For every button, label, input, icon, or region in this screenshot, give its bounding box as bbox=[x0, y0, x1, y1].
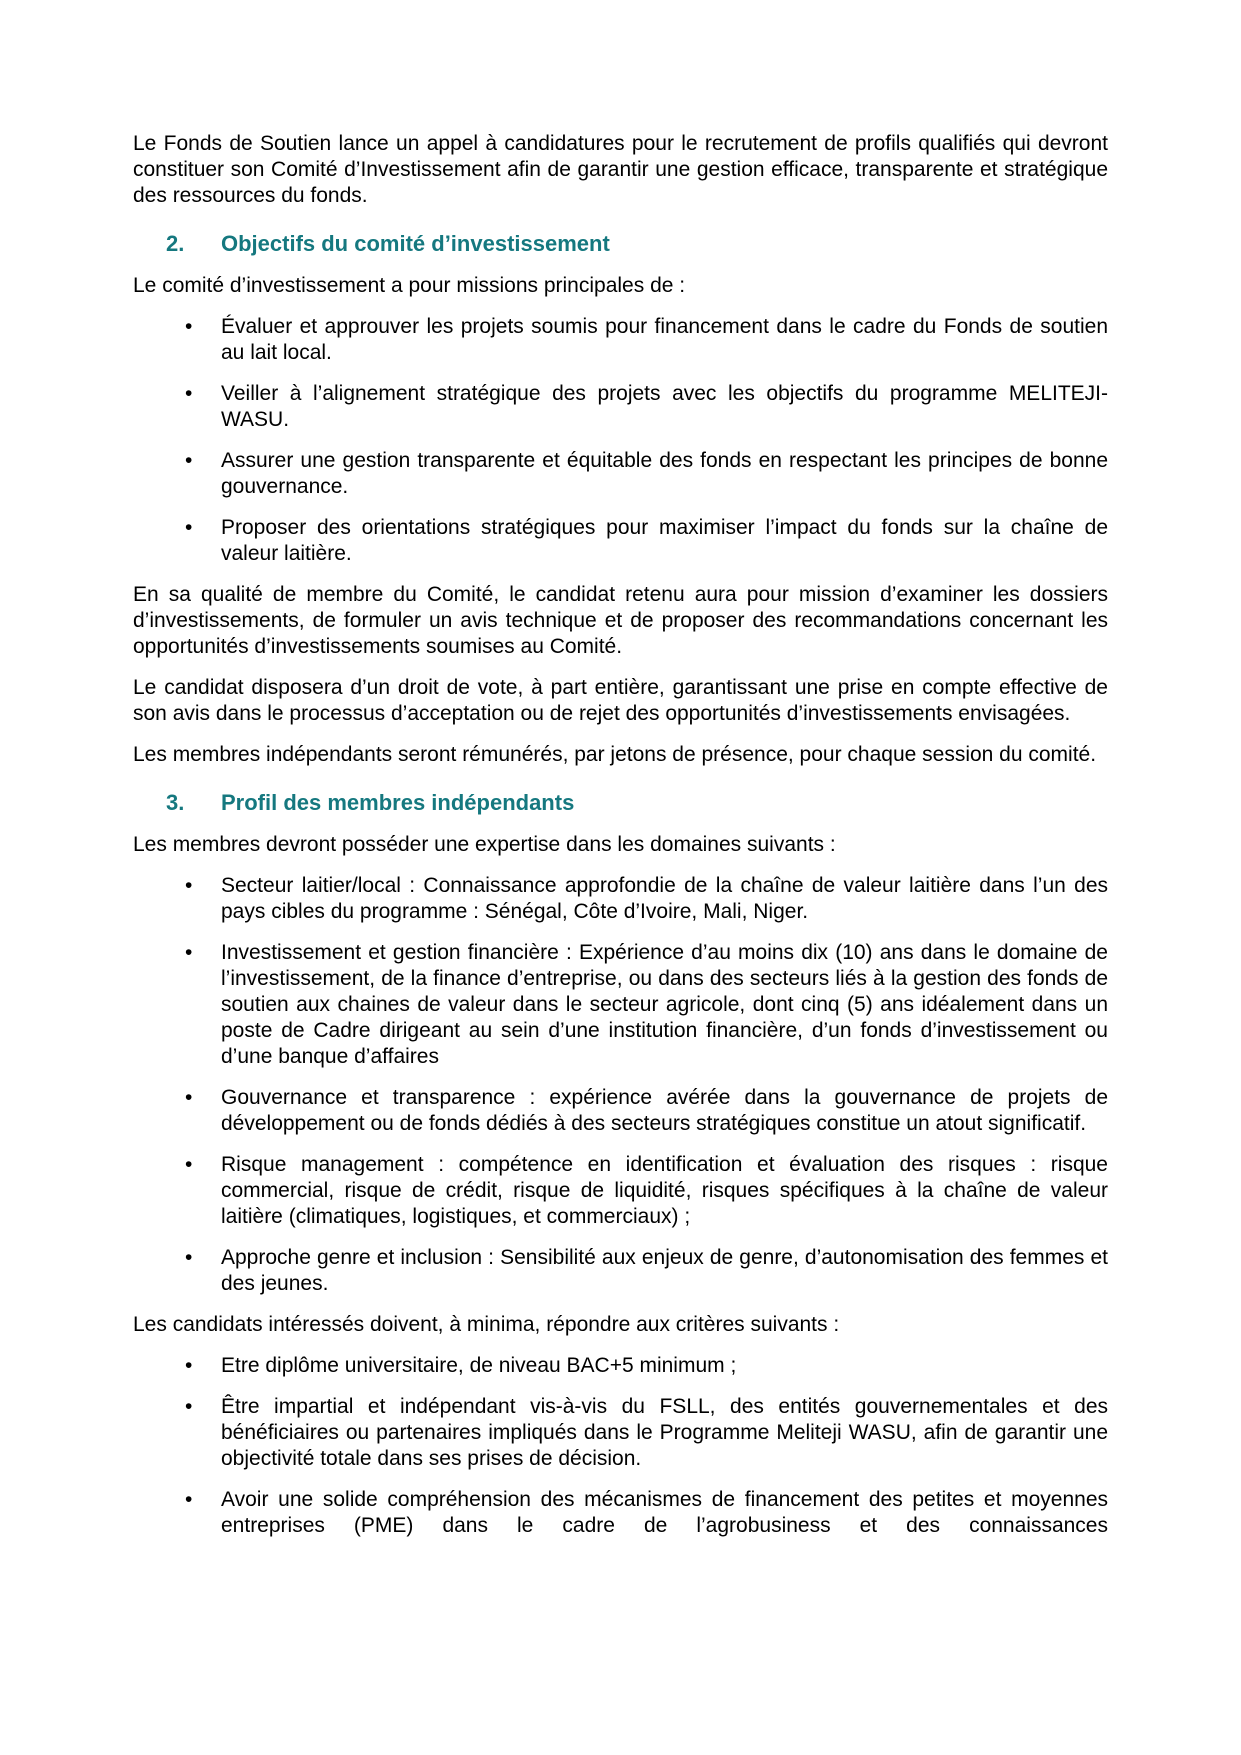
section-heading bbox=[133, 789, 1108, 816]
bullet-item: • Approche genre et inclusion : Sensibilité aux enjeux de genre, d’autonomisation des femmes et des jeunes. bbox=[133, 1245, 1108, 1297]
bullet-item: • Proposer des orientations stratégiques pour maximiser l’impact du fonds sur la chaîne de valeur laitière. bbox=[133, 515, 1108, 567]
heading-number: 2. bbox=[166, 231, 185, 256]
bullet-item: • Assurer une gestion transparente et équitable des fonds en respectant les principes de bonne gouvernance. bbox=[133, 448, 1108, 500]
document-content bbox=[133, 131, 1108, 1539]
paragraph: Les membres indépendants seront rémunérés, par jetons de présence, pour chaque session du comité. bbox=[133, 743, 1097, 766]
bullet-item: • Avoir une solide compréhension des mécanismes de financement des petites et moyennes entreprises (PME) dans le cadre de l’agrobusiness et des connaissances bbox=[133, 1487, 1108, 1539]
paragraph: Le Fonds de Soutien lance un appel à candidatures pour le recrutement de profils qualifiés qui devront constituer son Comité d’Investissement afin de garantir une gestion efficace, transparente et stratégique des ressources du fonds. bbox=[133, 132, 1108, 207]
paragraph: Les candidats intéressés doivent, à minima, répondre aux critères suivants : bbox=[133, 1313, 840, 1336]
heading-text: Objectifs du comité d’investissement bbox=[221, 231, 610, 256]
bullet-list bbox=[133, 1353, 1108, 1539]
paragraph: Le comité d’investissement a pour missions principales de : bbox=[133, 274, 686, 297]
bullet-item: • Investissement et gestion financière : Expérience d’au moins dix (10) ans dans le domaine de l’investissement, de la finance d’entreprise, ou dans des secteurs liés à la gestion des fonds de soutien aux chaines de valeur dans le secteur agricole, dont cinq (5) ans idéalement dans un poste de Cadre dirigeant au sein d’une institution financière, d’un fonds d’investissement ou d’une banque d’affaires bbox=[133, 940, 1108, 1070]
bullet-item: • Gouvernance et transparence : expérience avérée dans la gouvernance de projets de développement ou de fonds dédiés à des secteurs stratégiques constitue un atout significatif. bbox=[133, 1085, 1108, 1137]
section-heading bbox=[133, 230, 1108, 257]
bullet-item: • Évaluer et approuver les projets soumis pour financement dans le cadre du Fonds de soutien au lait local. bbox=[133, 314, 1108, 366]
bullet-list bbox=[133, 314, 1108, 567]
paragraph: Le candidat disposera d’un droit de vote, à part entière, garantissant une prise en compte effective de son avis dans le processus d’acceptation ou de rejet des opportunités d’investissements envisagées. bbox=[133, 676, 1108, 725]
heading-number: 3. bbox=[166, 790, 185, 815]
bullet-item: • Secteur laitier/local : Connaissance approfondie de la chaîne de valeur laitière dans l’un des pays cibles du programme : Sénégal, Côte d’Ivoire, Mali, Niger. bbox=[133, 873, 1108, 925]
bullet-item: • Être impartial et indépendant vis-à-vis du FSLL, des entités gouvernementales et des bénéficiaires ou partenaires impliqués dans le Programme Meliteji WASU, afin de garantir une objectivité totale dans ses prises de décision. bbox=[133, 1394, 1108, 1472]
paragraph: En sa qualité de membre du Comité, le candidat retenu aura pour mission d’examiner les dossiers d’investissements, de formuler un avis technique et de proposer des recommandations concernant les opportunités d’investissements soumises au Comité. bbox=[133, 583, 1108, 658]
bullet-list bbox=[133, 873, 1108, 1297]
heading-text: Profil des membres indépendants bbox=[221, 790, 575, 815]
bullet-item: • Veiller à l’alignement stratégique des projets avec les objectifs du programme MELITEJI-WASU. bbox=[133, 381, 1108, 433]
bullet-item: • Etre diplôme universitaire, de niveau BAC+5 minimum ; bbox=[133, 1353, 1108, 1379]
paragraph: Les membres devront posséder une expertise dans les domaines suivants : bbox=[133, 833, 836, 856]
bullet-item: • Risque management : compétence en identification et évaluation des risques : risque commercial, risque de crédit, risque de liquidité, risques spécifiques à la chaîne de valeur laitière (climatiques, logistiques, et commerciaux) ; bbox=[133, 1152, 1108, 1230]
